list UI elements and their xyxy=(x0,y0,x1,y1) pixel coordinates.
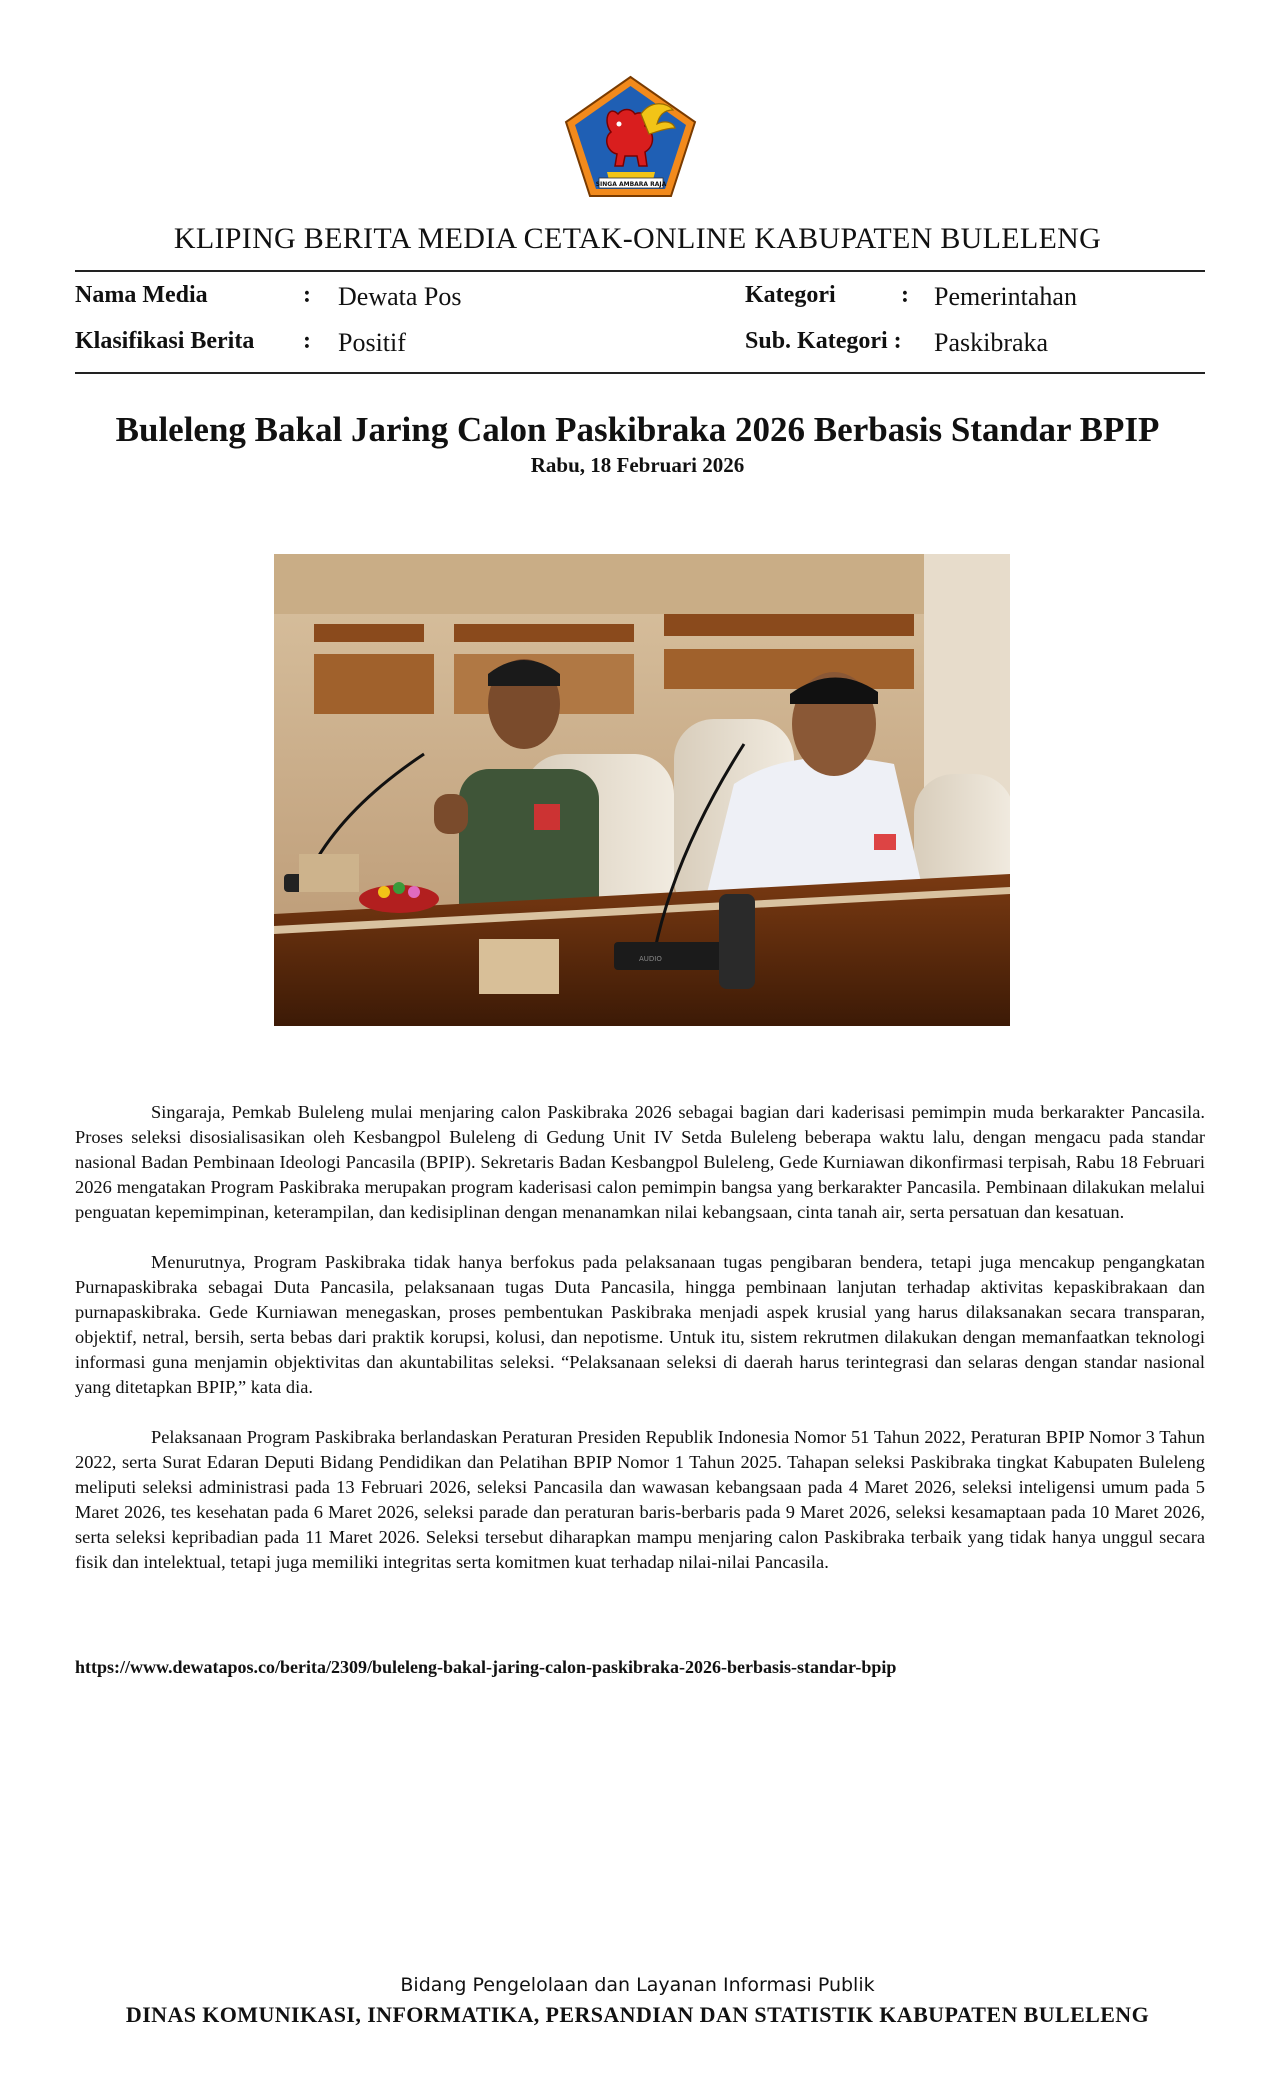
article-paragraph: Menurutnya, Program Paskibraka tidak hanya berfokus pada pelaksanaan tugas pengibaran bendera, tetapi juga mencakup pengangkatan Purnapaskibraka sebagai Duta Pancasila, pelaksanaan tugas Duta Pancasila, hingga pembinaan lanjutan terhadap aktivitas kepaskibrakaan dan purnapaskibraka. Gede Kurniawan menegaskan, proses pembentukan Paskibraka menjadi aspek krusial yang harus dilaksanakan secara transparan, objektif, netral, bersih, serta bebas dari praktik korupsi, kolusi, dan nepotisme. Untuk itu, sistem rekrutmen dilakukan dengan memanfaatkan teknologi informasi guna menjamin objektivitas dan akuntabilitas seleksi. “Pelaksanaan seleksi di daerah harus terintegrasi dan selaras dengan standar nasional yang ditetapkan BPIP,” kata dia. xyxy=(75,1252,1205,1397)
regency-logo xyxy=(563,74,698,200)
footer-agency: DINAS KOMUNIKASI, INFORMATIKA, PERSANDIAN DAN STATISTIK KABUPATEN BULELENG xyxy=(125,2002,1150,2027)
article-title: Buleleng Bakal Jaring Calon Paskibraka 2026 Berbasis Standar BPIP xyxy=(115,410,1160,449)
article-paragraph: Pelaksanaan Program Paskibraka berlandaskan Peraturan Presiden Republik Indonesia Nomor 51 Tahun 2022, Peraturan BPIP Nomor 3 Tahun 2022, serta Surat Edaran Deputi Bidang Pendidikan dan Pelatihan BPIP Nomor 1 Tahun 2025. Tahapan seleksi Paskibraka tingkat Kabupaten Buleleng meliputi seleksi administrasi pada 13 Februari 2026, seleksi Pancasila dan wawasan kebangsaan pada 4 Maret 2026, seleksi inteligensi umum pada 5 Maret 2026, tes kesehatan pada 6 Maret 2026, seleksi parade dan peraturan baris-berbaris pada 9 Maret 2026, seleksi kesamaptaan pada 10 Maret 2026, serta seleksi kepribadian pada 11 Maret 2026. Seleksi tersebut diharapkan mampu menjaring calon Paskibraka terbaik yang tidak hanya unggul secara fisik dan intelektual, tetapi juga memiliki integritas serta komitmen kuat terhadap nilai-nilai Pancasila. xyxy=(75,1427,1205,1572)
article-body xyxy=(75,1100,1205,1600)
subkategori-value: Paskibraka xyxy=(934,328,1049,357)
article-paragraph: Singaraja, Pemkab Buleleng mulai menjaring calon Paskibraka 2026 sebagai bagian dari kaderisasi pemimpin muda berkarakter Pancasila. Proses seleksi disosialisasikan oleh Kesbangpol Buleleng di Gedung Unit IV Setda Buleleng beberapa waktu lalu, dengan mengacu pada standar nasional Badan Pembinaan Ideologi Pancasila (BPIP). Sekretaris Badan Kesbangpol Buleleng, Gede Kurniawan dikonfirmasi terpisah, Rabu 18 Februari 2026 mengatakan Program Paskibraka merupakan program kaderisasi calon pemimpin bangsa yang berkarakter Pancasila. Pembinaan dilakukan melalui penguatan kepemimpinan, keterampilan, dan kedisiplinan dengan menanamkan nilai kebangsaan, cinta tanah air, serta persatuan dan kesatuan. xyxy=(75,1102,1205,1222)
header-rule-top xyxy=(75,270,1205,272)
source-url-link[interactable]: https://www.dewatapos.co/berita/2309/buleleng-bakal-jaring-calon-paskibraka-2026-berbasis-standar-bpip xyxy=(75,1657,897,1677)
meeting-photo-image xyxy=(274,554,1010,1026)
header-rule-bottom xyxy=(75,372,1205,374)
media-label: Nama Media xyxy=(75,282,208,308)
klasifikasi-value: Positif xyxy=(338,328,406,357)
kategori-value: Pemerintahan xyxy=(934,282,1077,311)
article-date: Rabu, 18 Februari 2026 xyxy=(530,453,745,477)
logo-motto: SINGA AMBARA RAJA xyxy=(595,181,667,188)
mic-unit-label: AUDIO xyxy=(639,955,662,963)
article-photo xyxy=(274,554,1010,1026)
meta-row-media xyxy=(75,282,1205,318)
document-header-title: KLIPING BERITA MEDIA CETAK-ONLINE KABUPATEN BULELENG xyxy=(173,222,1102,255)
kategori-colon: : xyxy=(901,282,909,308)
kategori-label: Kategori xyxy=(745,282,836,308)
media-value: Dewata Pos xyxy=(338,282,462,311)
klasifikasi-colon: : xyxy=(303,328,311,354)
buleleng-regency-crest-icon xyxy=(563,74,698,200)
klasifikasi-label: Klasifikasi Berita xyxy=(75,328,255,354)
subkategori-label: Sub. Kategori : xyxy=(745,328,902,354)
footer-division: Bidang Pengelolaan dan Layanan Informasi Publik xyxy=(400,1974,875,1996)
meta-row-klasifikasi xyxy=(75,328,1205,364)
media-colon: : xyxy=(303,282,311,308)
